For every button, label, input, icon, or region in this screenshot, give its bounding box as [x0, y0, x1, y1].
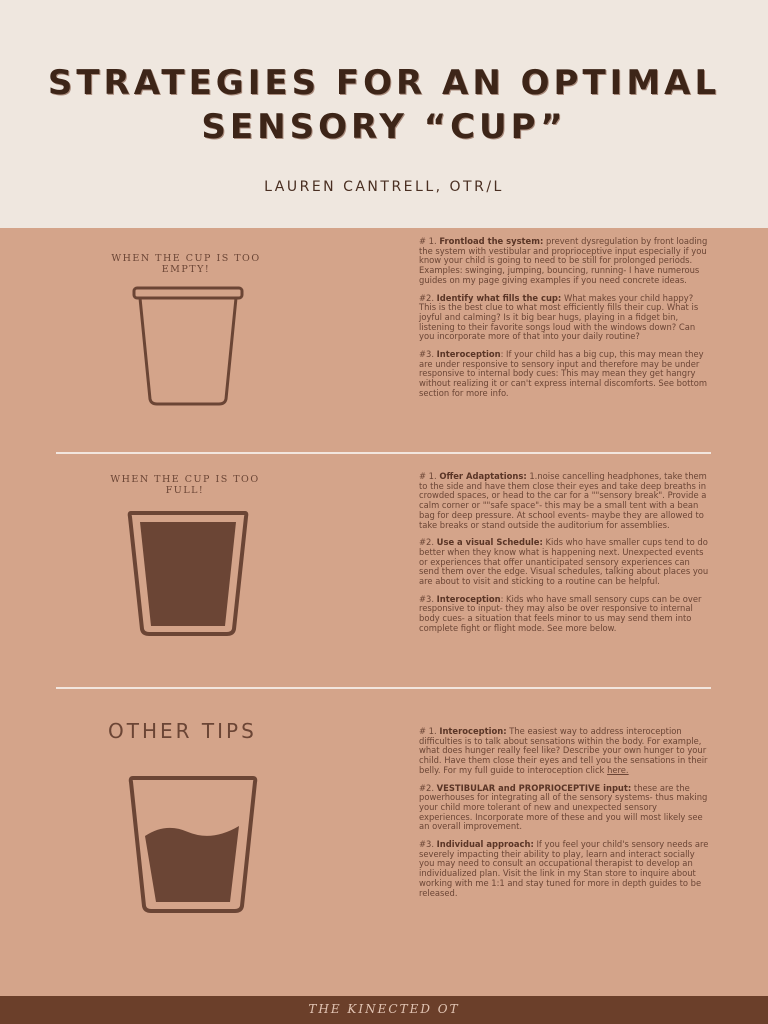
header: [0, 0, 768, 228]
empty-cup-icon: [128, 283, 248, 409]
tip-offer-adaptations: # 1. Offer Adaptations: 1.noise cancelling headphones, take them to the side and have them close their eyes and take deep breaths in crowded spaces, or head to the car for a ""sensory break". Provide a calm corner or ""safe space"- this may be a small tent with a bean bag for deep pressure. At school events- maybe they are allowed to take breaks or stand outside the auditorium for assemblies.: [419, 471, 707, 530]
tip-interoception-talk: # 1. Interoception: The easiest way to address interoception difficulties is to talk about sensations within the body. For example, what does hunger really feel like? Describe your own hunger to your child. Have them close their eyes and tell you the sensations in their belly. For my full guide to interoception click here.: [419, 726, 708, 775]
title-line-1: STRATEGIES FOR AN OPTIMAL: [47, 63, 721, 103]
section-other-tips: [419, 727, 711, 906]
tip-identify-fills: #2. Identify what fills the cup: What makes your child happy? This is the best clue to what most efficiently fills their cup. What is joyful and calming? Is it big bear hugs, playing in a fidget bin, listening to their favorite songs loud with the windows down? Can you incorporate more of that into your daily routine?: [419, 292, 699, 342]
footer-brand: THE KINECTED OT: [308, 1002, 460, 1016]
author-name: LAUREN CANTRELL, OTR/L: [264, 179, 504, 195]
tip-visual-schedule: #2. Use a visual Schedule: Kids who have smaller cups tend to do better when they know what is happening next. Unexpected events or experiences that offer unanticipated sensory experiences can send them over the edge. Visual schedules, talking about places you are about to visit and sticking to a routine can be helpful.: [419, 537, 709, 587]
title-line-2: SENSORY “CUP”: [201, 107, 567, 147]
tip-interoception-big-cup: #3. Interoception: If your child has a big cup, this may mean they are under responsive to sensory input and therefore may be under responsive to internal body cues: This may mean they get hangry without realizing it or can't express internal discomforts. See bottom section for more info.: [419, 349, 707, 398]
footer: [0, 996, 768, 1024]
interoception-guide-link[interactable]: here.: [607, 764, 629, 775]
tip-frontload: # 1. Frontload the system: prevent dysregulation by front loading the system with vestibular and proprioceptive input especially if you know your child is going to need to be still for prolonged periods. Examples: swinging, jumping, bouncing, running- I have numerous guides on my page giving examples if you need concrete ideas.: [419, 236, 708, 285]
full-cup-icon: [126, 508, 250, 638]
divider-2: [56, 687, 711, 689]
half-full-cup-icon: [126, 772, 260, 916]
tip-interoception-small-cup: #3. Interoception: Kids who have small sensory cups can be over responsive to input- they may also be over responsive to internal body cues- a situation that feels minor to us may send them into complete fight or flight mode. See more below.: [419, 593, 702, 633]
section-other-heading: OTHER TIPS: [108, 719, 257, 743]
tip-individual-approach: #3. Individual approach: If you feel your child's sensory needs are severely impacting their ability to play, learn and interact socially you may need to consult an occupational therapist to develop an individualized plan. Visit the link in my Stan store to inquire about working with me 1:1 and stay tuned for more in depth guides to be released.: [419, 839, 709, 898]
section-full-tips: [419, 472, 711, 642]
divider-1: [56, 452, 711, 454]
tip-vestibular-proprioceptive: #2. VESTIBULAR and PROPRIOCEPTIVE input: these are the powerhouses for integrating all of the sensory systems- thus making your child more tolerant of new and unexpected sensory experiences. Incorporate more of these and you will most likely see an overall improvement.: [419, 782, 708, 832]
section-empty-heading: WHEN THE CUP IS TOO EMPTY!: [111, 253, 261, 275]
section-full-heading: WHEN THE CUP IS TOO FULL!: [110, 474, 260, 496]
section-empty-tips: [419, 237, 711, 407]
